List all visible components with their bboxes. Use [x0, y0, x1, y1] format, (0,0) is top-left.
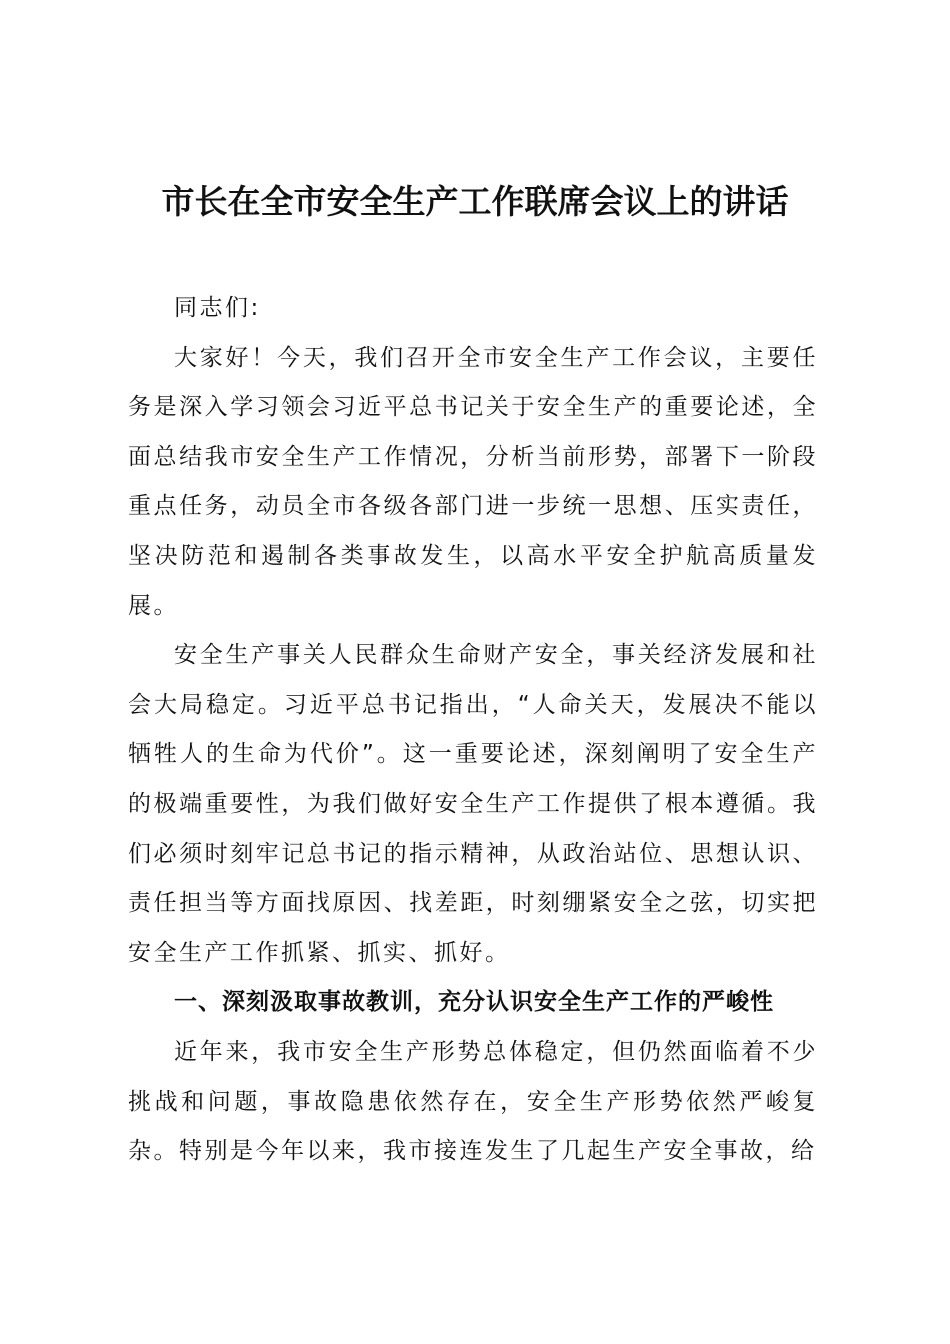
- paragraph-opening: 大家好！今天，我们召开全市安全生产工作会议，主要任务是深入学习领会习近平总书记关于安全生产的重要论述，全面总结我市安全生产工作情况，分析当前形势，部署下一阶段重点任务，动员全市各级各部门进一步统一思想、压实责任，坚决防范和遏制各类事故发生，以高水平安全护航高质量发展。: [128, 344, 818, 619]
- paragraph-section-one: 近年来，我市安全生产形势总体稳定，但仍然面临着不少挑战和问题，事故隐患依然存在，安全生产形势依然严峻复杂。特别是今年以来，我市接连发生了几起生产安全事故，给: [128, 1038, 818, 1165]
- section-heading: 一、深刻汲取事故教训，充分认识安全生产工作的严峻性: [174, 989, 774, 1016]
- document-title: 市长在全市安全生产工作联席会议上的讲话: [161, 182, 789, 221]
- document-body: [128, 284, 818, 1177]
- paragraph-importance: 安全生产事关人民群众生命财产安全，事关经济发展和社会大局稳定。习近平总书记指出，“人命关天，发展决不能以牺牲人的生命为代价”。这一重要论述，深刻阐明了安全生产的极端重要性，为我们做好安全生产工作提供了根本遵循。我们必须时刻牢记总书记的指示精神，从政治站位、思想认识、责任担当等方面找原因、找差距，时刻绷紧安全之弦，切实把安全生产工作抓紧、抓实、抓好。: [128, 642, 818, 966]
- salutation: 同志们:: [174, 295, 261, 321]
